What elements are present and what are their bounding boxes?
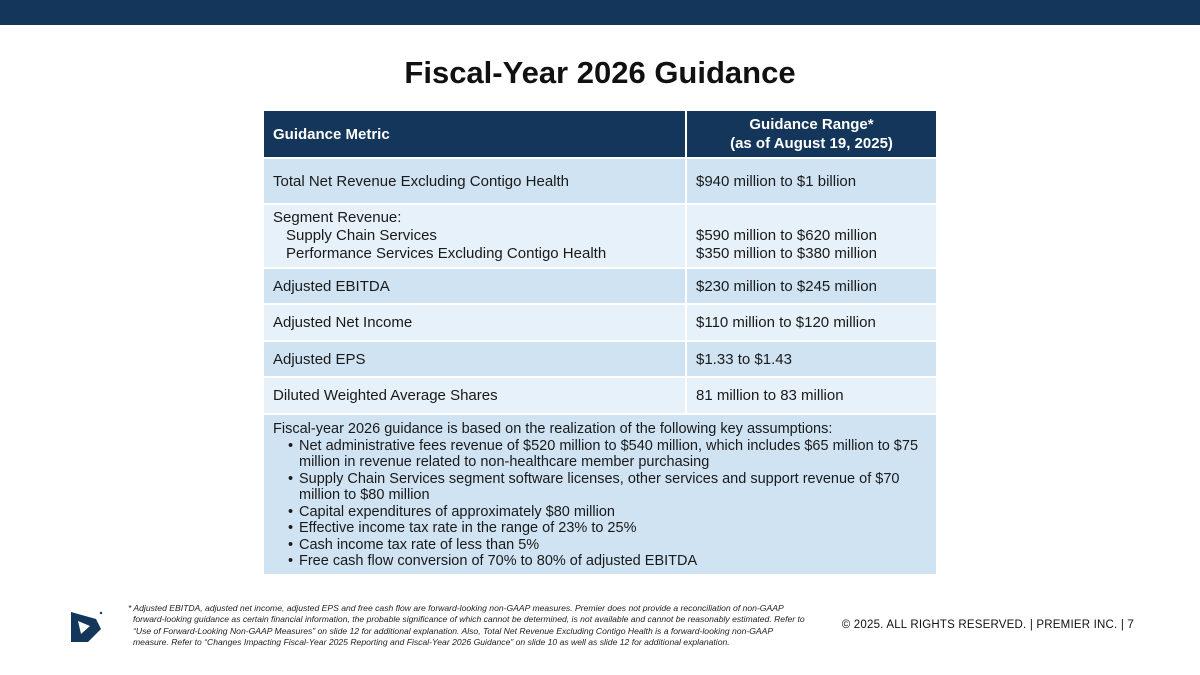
top-banner [0, 0, 1200, 25]
table-row [263, 341, 937, 377]
copyright-footer: © 2025. ALL RIGHTS RESERVED. | PREMIER INC. | 7 [841, 619, 1134, 631]
segment-revenue-label: Segment Revenue: [273, 209, 402, 226]
table-row [263, 268, 937, 304]
table-header-row [263, 110, 937, 158]
assumptions-cell [263, 414, 937, 575]
assumptions-intro: Fiscal-year 2026 guidance is based on the realization of the following key assumptions: [273, 421, 833, 437]
metric-cell: Adjusted EBITDA [263, 268, 686, 304]
range-cell: $230 million to $245 million [686, 268, 937, 304]
range-cell: $110 million to $120 million [686, 304, 937, 341]
list-item: • Effective income tax rate in the range of 23% to 25% [289, 520, 927, 537]
table-row [263, 158, 937, 204]
segment-performance-range: $350 million to $380 million [696, 245, 877, 262]
footnote-text: * Adjusted EBITDA, adjusted net income, adjusted EPS and free cash flow are forward-looking non-GAAP measures. Premier does not provide a reconciliation of non-GAAP forward-looking guidance as certain financial information, the probable significance of which cannot be determined, is not available and cannot be reasonably estimated. Refer to “Use of Forward-Looking Non-GAAP Measures” on slide 12 for additional explanation. Also, Total Net Revenue Excluding Contigo Health is a forward-looking non-GAAP measure. Refer to “Changes Impacting Fiscal-Year 2025 Reporting and Fiscal-Year 2026 Guidance” on slide 10 as well as slide 12 for additional explanation. [128, 603, 805, 647]
header-guidance-metric: Guidance Metric [263, 110, 686, 158]
range-cell: 81 million to 83 million [686, 377, 937, 414]
assumptions-row [263, 414, 937, 575]
header-range-date: (as of August 19, 2025) [730, 135, 893, 152]
table-row [263, 377, 937, 414]
segment-performance-label: Performance Services Excluding Contigo Health [286, 245, 607, 262]
premier-logo-icon [68, 609, 104, 645]
metric-cell: Diluted Weighted Average Shares [263, 377, 686, 414]
metric-cell: Total Net Revenue Excluding Contigo Health [263, 158, 686, 204]
header-range-label: Guidance Range* [749, 116, 874, 133]
list-item: • Supply Chain Services segment software licenses, other services and support revenue of $70 million to $80 million [289, 471, 927, 504]
range-cell: $1.33 to $1.43 [686, 341, 937, 377]
header-guidance-range [686, 110, 937, 158]
segment-supply-chain-label: Supply Chain Services [286, 227, 437, 244]
table-row [263, 204, 937, 268]
metric-cell: Adjusted Net Income [263, 304, 686, 341]
assumptions-list [273, 438, 927, 570]
segment-supply-chain-range: $590 million to $620 million [696, 227, 877, 244]
list-item: • Cash income tax rate of less than 5% [289, 537, 927, 554]
metric-cell: Adjusted EPS [263, 341, 686, 377]
footnote [128, 603, 808, 648]
range-cell [686, 204, 937, 268]
guidance-table [262, 109, 938, 576]
metric-cell [263, 204, 686, 268]
range-cell: $940 million to $1 billion [686, 158, 937, 204]
list-item: • Net administrative fees revenue of $520 million to $540 million, which includes $65 million to $75 million in revenue related to non-healthcare member purchasing [289, 438, 927, 471]
table-row [263, 304, 937, 341]
list-item: • Capital expenditures of approximately $80 million [289, 504, 927, 521]
list-item: • Free cash flow conversion of 70% to 80% of adjusted EBITDA [289, 553, 927, 570]
page-title: Fiscal-Year 2026 Guidance [404, 55, 796, 90]
